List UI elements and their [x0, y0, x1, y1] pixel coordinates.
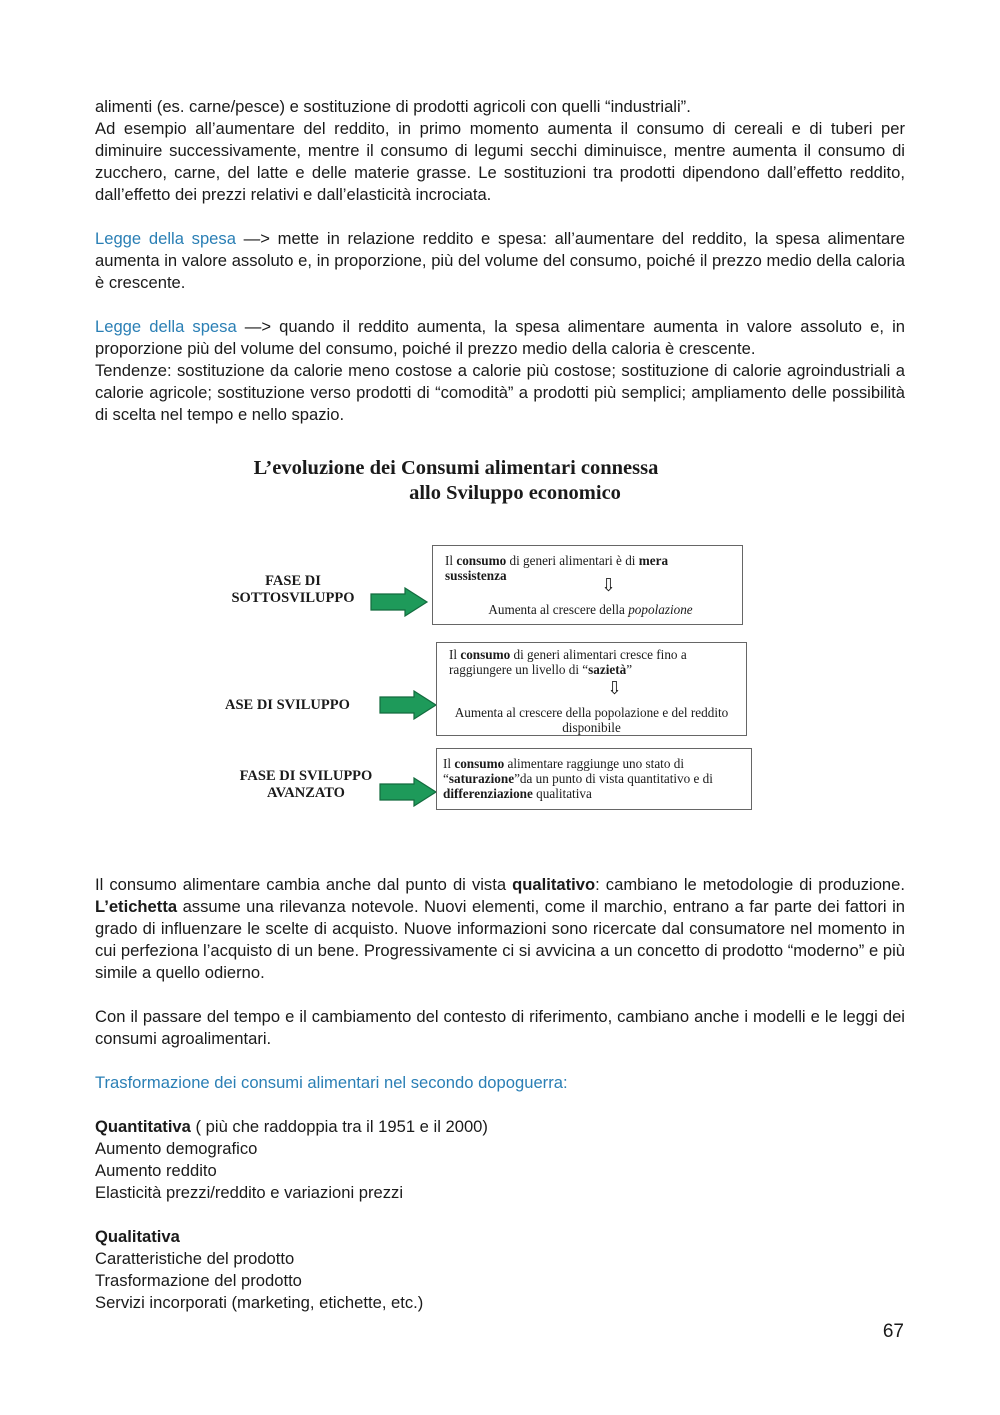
- box-sviluppo: Il consumo di generi alimentari cresce fino a raggiungere un livello di “sazietà” ⇩ Aumenta al crescere della popolazione e del reddito disponibile: [436, 642, 747, 736]
- paragraph-intro: alimenti (es. carne/pesce) e sostituzione di prodotti agricoli con quelli “industriali”. Ad esempio all’aumentare del reddito, in primo momento aumenta il consumo di cereali e di tuberi per diminuire successivamente, mentre il consumo di legumi secchi diminuisce, mentre aumenta il consumo di zucchero, carne, del latte e delle materie grasse. Le sostituzioni tra prodotti dipendono dall’effetto reddito, dall’effetto dei prezzi relativi e dall’elasticità incrociata.: [95, 97, 905, 204]
- page-content: [95, 96, 905, 1314]
- arrow-right-icon: [369, 587, 429, 617]
- list-item: Caratteristiche del prodotto: [95, 1249, 295, 1268]
- quantitativa-label: Quantitativa: [95, 1117, 191, 1136]
- arrow-down-icon: ⇩: [601, 575, 617, 595]
- list-item: Elasticità prezzi/reddito e variazioni prezzi: [95, 1183, 404, 1202]
- paragraph-legge-spesa-1: Legge della spesa —> mette in relazione reddito e spesa: all’aumentare del reddito, la spesa alimentare aumenta in valore assoluto e, in proporzione, più del volume del consumo, poiché il prezzo medio della caloria è crescente.: [95, 229, 905, 292]
- list-item: Aumento reddito: [95, 1161, 217, 1180]
- diagram-evoluzione-consumi: [95, 454, 905, 874]
- arrow-right-icon: [378, 777, 438, 807]
- paragraph-qualitativo: Il consumo alimentare cambia anche dal punto di vista qualitativo: cambiano le metodologie di produzione. L’etichetta assume una rilevanza notevole. Nuovi elementi, come il marchio, entrano a far parte dei fattori in grado di influenzare le scelte di acquisto. Nuove informazioni sono ricercate dal consumatore nel momento in cui perfeziona l’acquisto di un bene. Progressivamente ci si avvicina a un concetto di prodotto “moderno” e più simile a quello odierno.: [95, 875, 905, 982]
- heading-trasformazione: Trasformazione dei consumi alimentari nel secondo dopoguerra:: [95, 1073, 568, 1092]
- phase-label-sviluppo-avanzato: FASE DI SVILUPPO AVANZATO: [239, 768, 373, 801]
- page-number: 67: [882, 1321, 904, 1342]
- list-item: Servizi incorporati (marketing, etichette, etc.): [95, 1293, 424, 1312]
- legge-spesa-label: Legge della spesa: [95, 317, 237, 336]
- box-sottosviluppo: Il consumo di generi alimentari è di mera sussistenza ⇩ Aumenta al crescere della popolazione: [432, 545, 743, 625]
- legge-spesa-label: Legge della spesa: [95, 229, 236, 248]
- paragraph-legge-spesa-2: Legge della spesa —> quando il reddito aumenta, la spesa alimentare aumenta in valore assoluto e, in proporzione più del volume del consumo, poiché il prezzo medio della caloria è crescente. Tendenze: sostituzione da calorie meno costose a calorie più costose; sostituzione di calorie agroindustriali a calorie agricole; sostituzione verso prodotti di “comodità” a prodotti più semplici; ampliamento delle possibilità di scelta nel tempo e nello spazio.: [95, 317, 905, 424]
- arrow-right-icon: [378, 690, 438, 720]
- diagram-title: L’evoluzione dei Consumi alimentari connessa allo Sviluppo economico: [253, 457, 659, 504]
- list-item: Aumento demografico: [95, 1139, 258, 1158]
- list-item: Trasformazione del prodotto: [95, 1271, 302, 1290]
- phase-label-sviluppo: ASE DI SVILUPPO: [225, 697, 350, 713]
- paragraph-modelli: Con il passare del tempo e il cambiamento del contesto di riferimento, cambiano anche i modelli e le leggi dei consumi agroalimentari.: [95, 1007, 905, 1048]
- phase-label-sottosviluppo: FASE DI SOTTOSVILUPPO: [231, 573, 355, 606]
- qualitativa-label: Qualitativa: [95, 1227, 180, 1246]
- box-sviluppo-avanzato: Il consumo alimentare raggiunge uno stato di “saturazione”da un punto di vista quantitativo e di differenziazione qualitativa: [436, 748, 752, 810]
- tendenze-text: Tendenze: sostituzione da calorie meno costose a calorie più costose; sostituzione di calorie agroindustriali a calorie agricole; sostituzione verso prodotti di “comodità” a prodotti più semplici; ampliamento delle possibilità di scelta nel tempo e nello spazio.: [95, 361, 905, 424]
- arrow-down-icon: ⇩: [607, 678, 623, 698]
- section-qualitativa: [95, 1226, 905, 1314]
- section-quantitativa: Quantitativa ( più che raddoppia tra il 1951 e il 2000) Aumento demografico Aumento reddito Elasticità prezzi/reddito e variazioni prezzi: [95, 1117, 488, 1202]
